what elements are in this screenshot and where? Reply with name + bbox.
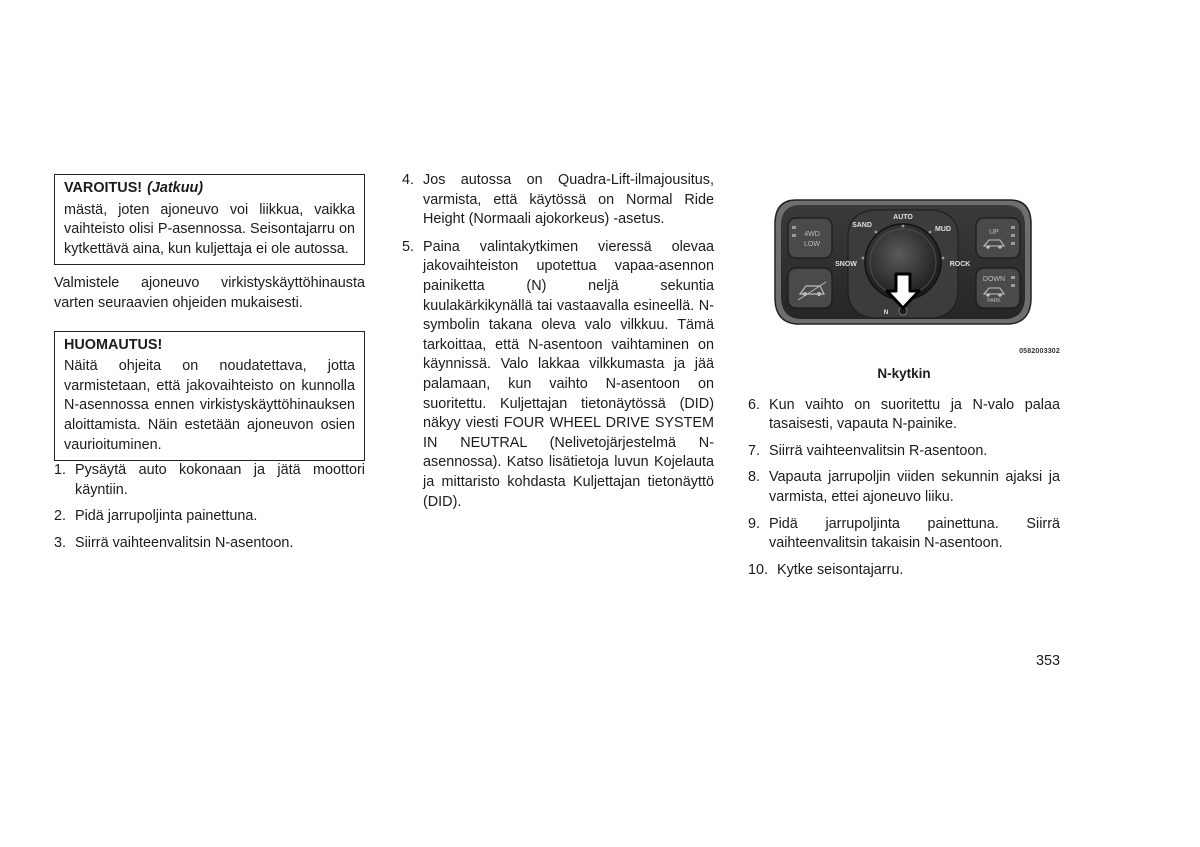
step-number: 6.	[748, 396, 761, 413]
mode-auto-label: AUTO	[893, 214, 913, 221]
ride-height-up-button[interactable]	[976, 218, 1020, 258]
list-item	[748, 515, 1060, 554]
n-switch-figure	[748, 190, 1060, 370]
list-item	[748, 442, 1060, 462]
note-title: HUOMAUTUS!	[64, 336, 163, 353]
intro-paragraph: Valmistele ajoneuvo virkistyskäyttöhinausta varten seuraavien ohjeiden mukaisesti.	[54, 275, 365, 311]
steps-list-3	[748, 396, 1060, 581]
mode-indicator	[862, 257, 865, 260]
mode-indicator	[875, 231, 878, 234]
indicator-light	[792, 226, 796, 229]
step-number: 7.	[748, 442, 761, 459]
steps-list-2	[402, 171, 714, 512]
warning-text: mästä, joten ajoneuvo voi liikkua, vaikka vaihteisto olisi P-asennossa. Seisontajarru on kytkettävä aina, kun kuljettaja ei ole autossa.	[64, 201, 355, 257]
indicator-light	[1011, 234, 1015, 237]
neutral-label: N	[883, 309, 889, 316]
page-number: 353	[1036, 653, 1061, 669]
list-item	[402, 171, 714, 230]
indicator-light	[1011, 276, 1015, 279]
mode-indicator	[942, 257, 945, 260]
middle-column	[402, 171, 714, 520]
mode-indicator	[929, 231, 932, 234]
list-item	[748, 396, 1060, 435]
mode-indicator	[902, 225, 905, 228]
warning-heading	[64, 179, 355, 199]
note-text: Näitä ohjeita on noudatettava, jotta varmistetaan, että jakovaihteisto on kunnolla N-asennossa ennen virkistyskäyttöhinauksen aloittamista. Näin estetään ajoneuvon osien vaurioituminen.	[64, 358, 355, 453]
list-item	[748, 561, 1060, 581]
mode-mud-label: MUD	[935, 226, 951, 233]
list-item	[54, 534, 365, 554]
figure-caption: N-kytkin	[877, 366, 931, 381]
step-text: Paina valintakytkimen vieressä olevaa jakovaihteiston upotettua vapaa-asennon painiketta (N) neljä sekuntia kuulakärkikynällä tai vastaavalla esineellä. N-symbolin takana oleva valo vilkkuu. Tämä tarkoittaa, että N-asentoon vaihtaminen on käynnissä. Valo lakkaa vilkkumasta ja jää palamaan, kun vaihto N-asentoon on suoritettu. Kuljettajan tietonäytössä (DID) näkyy viesti FOUR WHEEL DRIVE SYSTEM IN NEUTRAL (Nelivetojärjestelmä N-asennossa). Katso lisätietoja luvun Kojelauta ja mittaristo kohdasta Kuljettajan tietonäyttö (DID).	[423, 238, 714, 510]
terrain-selector-illustration	[748, 190, 1060, 340]
indicator-light	[1011, 226, 1015, 229]
low-label: LOW	[804, 241, 820, 248]
step-text: Vapauta jarrupoljin viiden sekunnin ajaksi ja varmista, ettei ajoneuvo liiku.	[769, 469, 1060, 505]
indicator-light	[792, 234, 796, 237]
step-text: Kun vaihto on suoritettu ja N-valo palaa tasaisesti, vapauta N-painike.	[769, 396, 1060, 433]
list-item	[54, 507, 365, 527]
step-text: Pidä jarrupoljinta painettuna.	[75, 508, 258, 525]
mode-snow-label: SNOW	[835, 261, 857, 268]
warning-title: VAROITUS!	[64, 180, 143, 196]
list-item	[402, 238, 714, 512]
park-label: PARK	[987, 298, 1001, 304]
step-text: Siirrä vaihteenvalitsin N-asentoon.	[75, 534, 294, 551]
step-number: 1.	[54, 462, 67, 479]
step-number: 9.	[748, 515, 761, 532]
step-number: 10.	[748, 561, 769, 578]
step-text: Kytke seisontajarru.	[777, 561, 904, 578]
note-box	[54, 331, 365, 462]
hill-descent-button[interactable]	[788, 268, 832, 308]
list-item	[54, 461, 365, 500]
fourwd-label: 4WD	[804, 231, 820, 238]
step-text: Siirrä vaihteenvalitsin R-asentoon.	[769, 442, 988, 459]
right-column	[748, 190, 1060, 587]
4wd-low-button[interactable]	[788, 218, 832, 258]
step-text: Pidä jarrupoljinta painettuna. Siirrä vaihteenvalitsin takaisin N-asentoon.	[769, 515, 1060, 552]
step-number: 5.	[402, 238, 415, 255]
warning-subtitle: (Jatkuu)	[147, 180, 204, 196]
step-number: 3.	[54, 534, 67, 551]
step-text: Pysäytä auto kokonaan ja jätä moottori käyntiin.	[75, 462, 365, 498]
figure-code: 0582003302	[1019, 348, 1060, 355]
indicator-light	[1011, 284, 1015, 287]
step-number: 8.	[748, 469, 761, 486]
list-item	[748, 468, 1060, 507]
step-text: Jos autossa on Quadra-Lift-ilmajousitus, varmista, että käytössä on Normal Ride Height (Normaali ajokorkeus) -asetus.	[423, 172, 714, 228]
mode-rock-label: ROCK	[949, 261, 971, 268]
down-label: DOWN	[982, 276, 1006, 283]
step-number: 2.	[54, 508, 67, 525]
up-label: UP	[989, 229, 999, 236]
warning-box	[54, 174, 365, 265]
steps-list-1	[54, 461, 365, 553]
left-column	[54, 174, 365, 561]
step-number: 4.	[402, 172, 415, 188]
mode-sand-label: SAND	[852, 222, 872, 229]
indicator-light	[1011, 242, 1015, 245]
